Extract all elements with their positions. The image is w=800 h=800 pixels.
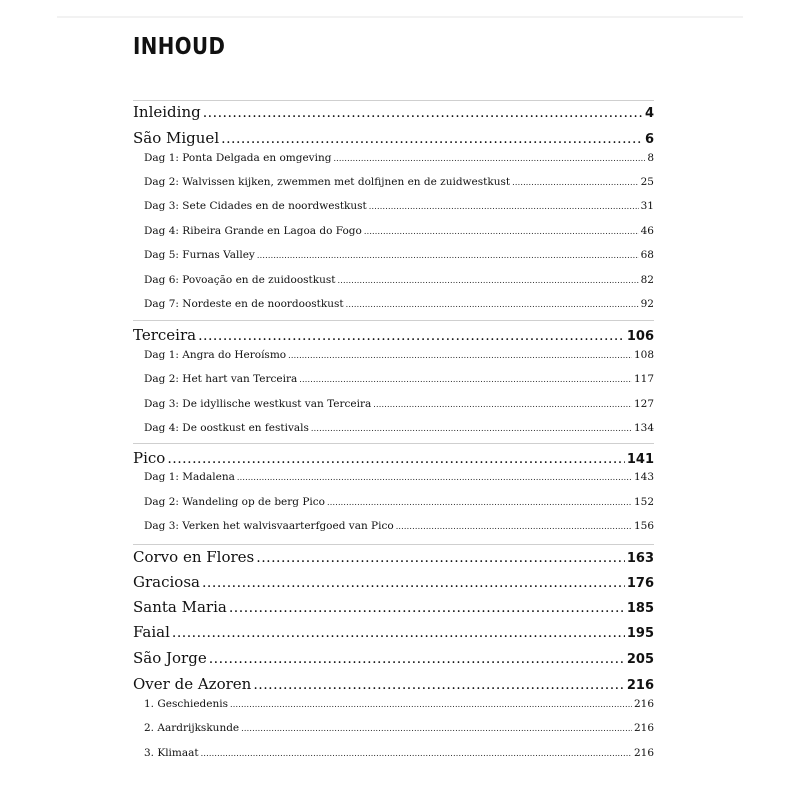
toc-page-number: 134 (633, 422, 654, 434)
toc-page-number: 106 (626, 329, 654, 344)
toc-entry-title: Dag 1: Angra do Heroísmo (144, 349, 287, 361)
toc-page-number: 46 (640, 225, 654, 237)
toc-entry-title: Dag 4: Ribeira Grande en Lagoa do Fogo (144, 225, 362, 237)
toc-entry-title: Pico (133, 449, 166, 467)
dot-leader (396, 522, 632, 531)
toc-page-number: 8 (647, 152, 654, 164)
toc-chapter-entry (133, 449, 654, 467)
toc-subsection-entry (144, 698, 654, 710)
toc-page-number: 216 (633, 722, 654, 734)
toc-entry-title: Santa Maria (133, 598, 227, 616)
dot-leader (229, 600, 625, 616)
dot-leader (221, 131, 643, 147)
dot-leader (256, 550, 625, 566)
toc-page-number: 185 (626, 601, 654, 616)
toc-chapter-entry (133, 129, 654, 147)
page-top-rule (57, 16, 743, 18)
dot-leader (203, 105, 643, 121)
toc-page-number: 205 (626, 652, 654, 667)
toc-entry-title: Dag 2: Wandeling op de berg Pico (144, 496, 325, 508)
toc-entry-title: Dag 5: Furnas Valley (144, 249, 255, 261)
toc-page-number: 141 (626, 452, 654, 467)
toc-page-number: 195 (626, 626, 654, 641)
toc-entry-title: Corvo en Flores (133, 548, 255, 566)
dot-leader (338, 276, 639, 285)
toc-page-number: 82 (640, 274, 654, 286)
toc-subsection-entry (144, 496, 654, 508)
toc-subsection-entry (144, 200, 654, 212)
toc-chapter-entry (133, 675, 654, 693)
toc-chapter-entry (133, 103, 654, 121)
section-separator (133, 544, 654, 545)
dot-leader (346, 300, 639, 309)
toc-chapter-entry (133, 326, 654, 344)
dot-leader (257, 251, 639, 260)
toc-subsection-entry (144, 349, 654, 361)
toc-entry-title: Dag 1: Madalena (144, 471, 235, 483)
dot-leader (230, 700, 632, 709)
toc-subsection-entry (144, 249, 654, 261)
toc-entry-title: Dag 1: Ponta Delgada en omgeving (144, 152, 332, 164)
dot-leader (241, 724, 632, 733)
toc-entry-title: Dag 7: Nordeste en de noordoostkust (144, 298, 344, 310)
toc-entry-title: Over de Azoren (133, 675, 252, 693)
toc-entry-title: Inleiding (133, 103, 201, 121)
toc-entry-title: Dag 3: Sete Cidades en de noordwestkust (144, 200, 367, 212)
toc-page-number: 127 (633, 398, 654, 410)
toc-page-number: 216 (626, 678, 654, 693)
toc-subsection-entry (144, 373, 654, 385)
dot-leader (288, 351, 632, 360)
dot-leader (299, 375, 632, 384)
toc-page-number: 156 (633, 520, 654, 532)
toc-subsection-entry (144, 298, 654, 310)
toc-entry-title: 3. Klimaat (144, 747, 199, 759)
dot-leader (167, 451, 625, 467)
toc-entry-title: Dag 2: Walvissen kijken, zwemmen met dolfijnen en de zuidwestkust (144, 176, 511, 188)
dot-leader (209, 651, 625, 667)
toc-page-number: 6 (644, 132, 654, 147)
toc-page-number: 108 (633, 349, 654, 361)
toc-entry-title: São Miguel (133, 129, 220, 147)
dot-leader (364, 227, 639, 236)
toc-entry-title: Dag 3: De idyllische westkust van Terceira (144, 398, 372, 410)
dot-leader (253, 677, 625, 693)
toc-entry-title: Dag 2: Het hart van Terceira (144, 373, 298, 385)
toc-chapter-entry (133, 548, 654, 566)
toc-subsection-entry (144, 422, 654, 434)
toc-subsection-entry (144, 152, 654, 164)
toc-entry-title: Dag 3: Verken het walvisvaarterfgoed van Pico (144, 520, 394, 532)
toc-page-number: 117 (633, 373, 654, 385)
toc-page-number: 31 (640, 200, 654, 212)
toc-page-number: 152 (633, 496, 654, 508)
toc-entry-title: Dag 4: De oostkust en festivals (144, 422, 309, 434)
dot-leader (202, 575, 625, 591)
toc-page-number: 25 (640, 176, 654, 188)
dot-leader (369, 202, 639, 211)
toc-subsection-entry (144, 520, 654, 532)
section-separator (133, 320, 654, 321)
toc-entry-title: Faial (133, 623, 170, 641)
toc-page-number: 176 (626, 576, 654, 591)
toc-chapter-entry (133, 623, 654, 641)
toc-chapter-entry (133, 598, 654, 616)
section-separator (133, 100, 654, 101)
toc-page-number: 216 (633, 747, 654, 759)
toc-subsection-entry (144, 225, 654, 237)
toc-page-number: 4 (644, 106, 654, 121)
toc-heading: INHOUD (133, 34, 226, 60)
toc-entry-title: Terceira (133, 326, 197, 344)
toc-entry-title: São Jorge (133, 649, 207, 667)
toc-entry-title: Graciosa (133, 573, 200, 591)
toc-chapter-entry (133, 573, 654, 591)
toc-subsection-entry (144, 471, 654, 483)
toc-page-number: 92 (640, 298, 654, 310)
toc-entry-title: Dag 6: Povoação en de zuidoostkust (144, 274, 336, 286)
toc-page-number: 143 (633, 471, 654, 483)
toc-entry-title: 1. Geschiedenis (144, 698, 229, 710)
toc-page-number: 68 (640, 249, 654, 261)
toc-entry-title: 2. Aardrijkskunde (144, 722, 240, 734)
toc-subsection-entry (144, 722, 654, 734)
toc-subsection-entry (144, 274, 654, 286)
toc-page-number: 216 (633, 698, 654, 710)
dot-leader (237, 473, 632, 482)
toc-subsection-entry (144, 747, 654, 759)
dot-leader (373, 400, 632, 409)
dot-leader (172, 625, 625, 641)
section-separator (133, 443, 654, 444)
dot-leader (311, 424, 632, 433)
toc-chapter-entry (133, 649, 654, 667)
toc-page-number: 163 (626, 551, 654, 566)
dot-leader (333, 154, 645, 163)
dot-leader (327, 498, 632, 507)
toc-subsection-entry (144, 176, 654, 188)
dot-leader (198, 328, 625, 344)
toc-subsection-entry (144, 398, 654, 410)
dot-leader (512, 178, 639, 187)
dot-leader (201, 749, 632, 758)
